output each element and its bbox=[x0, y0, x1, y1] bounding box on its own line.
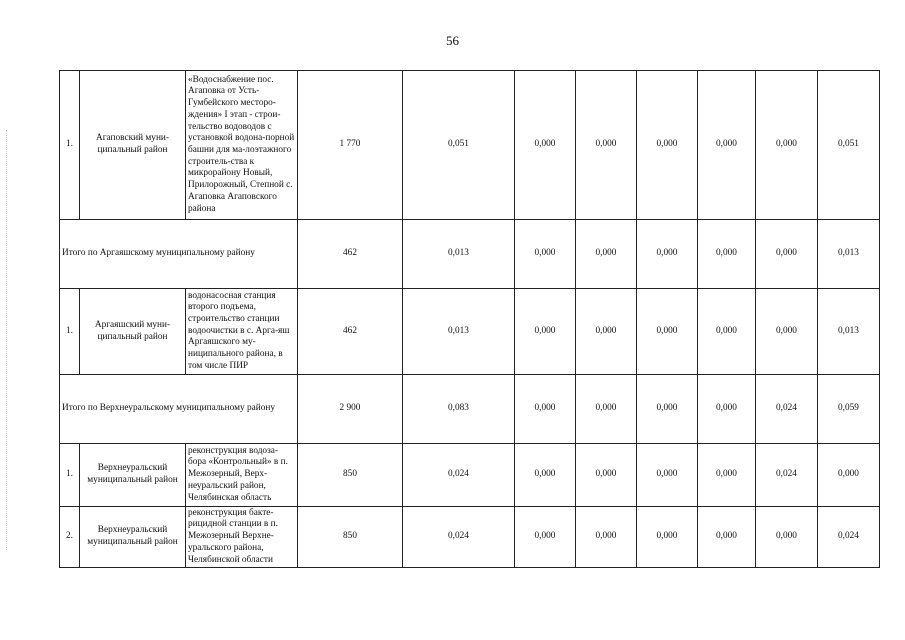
value-cell: 0,000 bbox=[698, 220, 756, 289]
value-cost: 850 bbox=[298, 507, 403, 568]
page-number: 56 bbox=[446, 33, 459, 48]
value-cell: 0,024 bbox=[756, 444, 818, 507]
value-cell: 0,000 bbox=[515, 375, 576, 444]
table-row bbox=[60, 71, 880, 220]
value-total: 0,013 bbox=[403, 289, 515, 375]
value-cell: 0,000 bbox=[637, 289, 698, 375]
value-cost: 1 770 bbox=[298, 71, 403, 220]
subtotal-label: Итого по Верхнеуральскому муниципальному району bbox=[60, 375, 298, 444]
value-cell: 0,000 bbox=[637, 375, 698, 444]
object-description: реконструкция бакте-рицидной станции в п. Межозерный Верхне-уральского района, Челябинской области bbox=[186, 507, 298, 568]
value-total: 0,051 bbox=[403, 71, 515, 220]
value-cell: 0,000 bbox=[818, 444, 880, 507]
row-number: 1. bbox=[60, 444, 80, 507]
table-row bbox=[60, 444, 880, 507]
value-cell: 0,000 bbox=[515, 444, 576, 507]
table-row bbox=[60, 507, 880, 568]
value-cell: 0,000 bbox=[637, 444, 698, 507]
value-total: 0,013 bbox=[403, 220, 515, 289]
object-description: реконструкция водоза-бора «Контрольный» в п. Межозерный, Верх-неуральский район, Челябинская область bbox=[186, 444, 298, 507]
subtotal-row bbox=[60, 375, 880, 444]
subtotal-row bbox=[60, 220, 880, 289]
value-cell: 0,059 bbox=[818, 375, 880, 444]
value-cell: 0,000 bbox=[576, 375, 637, 444]
value-cell: 0,000 bbox=[576, 71, 637, 220]
investment-table bbox=[59, 70, 880, 568]
value-cell: 0,000 bbox=[756, 507, 818, 568]
district-name: Верхнеуральский муниципальный район bbox=[80, 507, 186, 568]
value-total: 0,024 bbox=[403, 507, 515, 568]
value-total: 0,024 bbox=[403, 444, 515, 507]
value-cell: 0,000 bbox=[576, 289, 637, 375]
value-cell: 0,013 bbox=[818, 289, 880, 375]
value-cell: 0,000 bbox=[515, 71, 576, 220]
value-cell: 0,000 bbox=[515, 507, 576, 568]
value-cell: 0,000 bbox=[576, 507, 637, 568]
value-cell: 0,000 bbox=[576, 444, 637, 507]
value-cell: 0,000 bbox=[515, 289, 576, 375]
value-cell: 0,000 bbox=[637, 507, 698, 568]
value-cost: 462 bbox=[298, 289, 403, 375]
value-cost: 462 bbox=[298, 220, 403, 289]
object-description: «Водоснабжение пос. Агаповка от Усть-Гумбейского месторо-ждения» I этап - строи-тельство водоводов с установкой водона-порной башни для ма-лоэтажного строитель-ства к микрорайону Новый, Прилорожный, Степной с. Агаповка Агаповского района bbox=[186, 71, 298, 220]
value-cost: 2 900 bbox=[298, 375, 403, 444]
district-name: Агаповский муни-ципальный район bbox=[80, 71, 186, 220]
row-number: 1. bbox=[60, 289, 80, 375]
value-cell: 0,000 bbox=[698, 289, 756, 375]
value-cell: 0,024 bbox=[756, 375, 818, 444]
district-name: Верхнеуральский муниципальный район bbox=[80, 444, 186, 507]
value-cell: 0,000 bbox=[698, 507, 756, 568]
row-number: 1. bbox=[60, 71, 80, 220]
table-row bbox=[60, 289, 880, 375]
value-cell: 0,000 bbox=[756, 71, 818, 220]
value-cell: 0,051 bbox=[818, 71, 880, 220]
value-total: 0,083 bbox=[403, 375, 515, 444]
value-cell: 0,000 bbox=[698, 375, 756, 444]
scan-margin-marks bbox=[6, 130, 8, 550]
value-cell: 0,000 bbox=[698, 71, 756, 220]
subtotal-label: Итого по Аргаяшскому муниципальному району bbox=[60, 220, 298, 289]
value-cell: 0,000 bbox=[756, 289, 818, 375]
value-cell: 0,000 bbox=[756, 220, 818, 289]
value-cell: 0,000 bbox=[515, 220, 576, 289]
value-cell: 0,000 bbox=[698, 444, 756, 507]
district-name: Аргаяшский муни-ципальный район bbox=[80, 289, 186, 375]
value-cell: 0,024 bbox=[818, 507, 880, 568]
value-cell: 0,013 bbox=[818, 220, 880, 289]
value-cost: 850 bbox=[298, 444, 403, 507]
value-cell: 0,000 bbox=[576, 220, 637, 289]
value-cell: 0,000 bbox=[637, 220, 698, 289]
row-number: 2. bbox=[60, 507, 80, 568]
value-cell: 0,000 bbox=[637, 71, 698, 220]
object-description: водонасосная станция второго подъема, строительство станции водоочистки в с. Арга-яш Аргаяшского му-ниципального района, в том числе ПИР bbox=[186, 289, 298, 375]
